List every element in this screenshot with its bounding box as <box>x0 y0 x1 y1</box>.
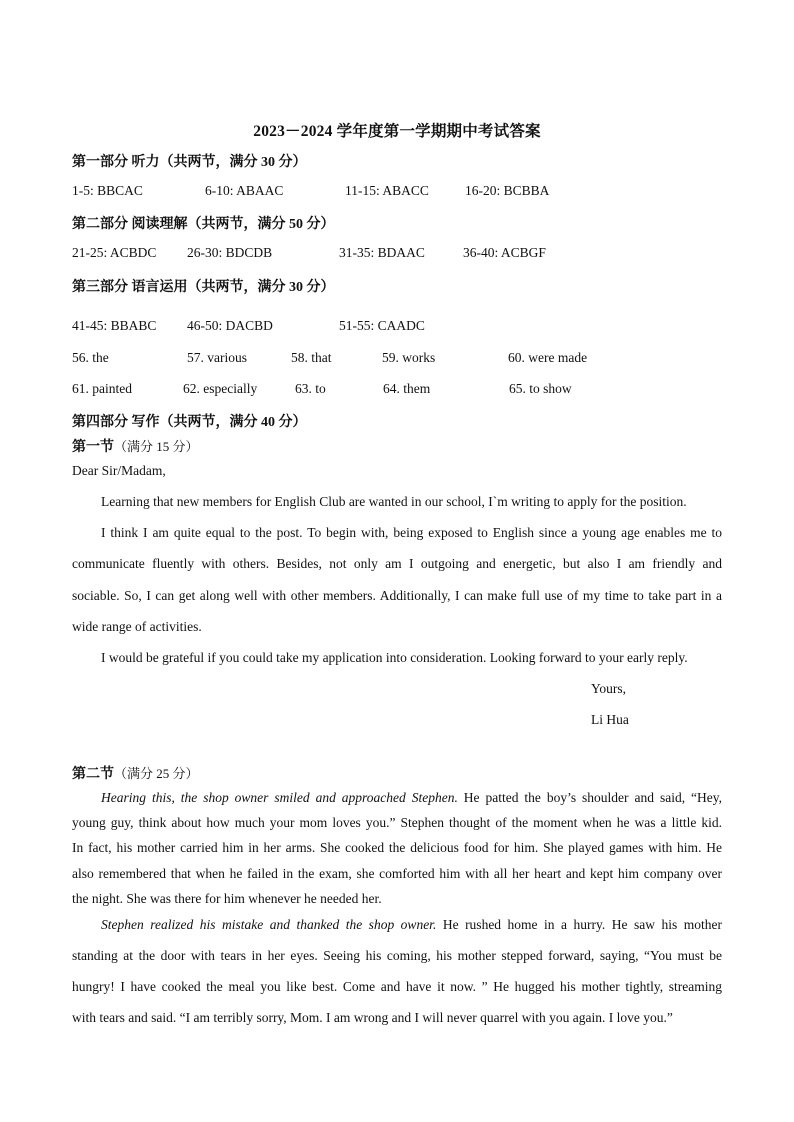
answer: 21-25: ACBDC <box>72 245 157 260</box>
answer: 59. works <box>382 350 436 365</box>
answer: 6-10: ABAAC <box>205 183 284 198</box>
answer: 46-50: DACBD <box>187 318 273 333</box>
letter-line: I would be grateful if you could take my application into consideration. Looking forward to your early reply. <box>101 650 688 665</box>
section2-heading <box>72 763 199 783</box>
story-italic-lead: Stephen realized his mistake and thanked the shop owner. <box>101 917 437 932</box>
letter-line: wide range of activities. <box>72 619 202 634</box>
letter-signature: Li Hua <box>591 712 629 727</box>
story-line: with tears and said. “I am terribly sorry, Mom. I am wrong and I will never quarrel with you again. I love you.” <box>72 1010 673 1025</box>
answer: 51-55: CAADC <box>339 318 425 333</box>
story-line <box>101 917 722 933</box>
story-line <box>101 790 722 806</box>
answer: 41-45: BBABC <box>72 318 157 333</box>
section2-score: （满分 25 分） <box>114 766 199 781</box>
story-line: also remembered that when he failed in the exam, she comforted him with all her heart and kept him company over <box>72 866 722 881</box>
story-line: the night. She was there for him whenever he needed her. <box>72 891 382 906</box>
answer: 61. painted <box>72 381 132 396</box>
answer: 56. the <box>72 350 109 365</box>
story-line: In fact, his mother carried him in her arms. She cooked the delicious food for him. She played games with him. He <box>72 840 722 855</box>
answer: 57. various <box>187 350 247 365</box>
answer: 62. especially <box>183 381 258 396</box>
answer: 1-5: BBCAC <box>72 183 143 198</box>
answer: 26-30: BDCDB <box>187 245 273 260</box>
answer: 65. to show <box>509 381 572 396</box>
letter-line: I think I am quite equal to the post. To begin with, being exposed to English since a young age enables me to <box>101 525 722 540</box>
page-title: 2023－2024 学年度第一学期期中考试答案 <box>253 123 541 140</box>
answer: 16-20: BCBBA <box>465 183 550 198</box>
answer: 31-35: BDAAC <box>339 245 425 260</box>
letter-line: communicate fluently with others. Besides, not only am I outgoing and energetic, but also I am friendly and <box>72 556 722 571</box>
section1-score: （满分 15 分） <box>114 439 199 454</box>
story-line: young guy, think about how much your mom loves you.” Stephen thought of the moment when he was a little kid. <box>72 815 722 830</box>
answer: 11-15: ABACC <box>345 183 429 198</box>
section2-label: 第二节 <box>72 767 114 782</box>
answer: 36-40: ACBGF <box>463 245 546 260</box>
part3-heading: 第三部分 语言运用（共两节，满分 30 分） <box>72 280 335 295</box>
section1-label: 第一节 <box>72 440 114 455</box>
part4-heading: 第四部分 写作（共两节，满分 40 分） <box>72 415 307 430</box>
story-line: standing at the door with tears in her eyes. Seeing his coming, his mother stepped forward, saying, “You must be <box>72 948 722 963</box>
story-text: He patted the boy’s shoulder and said, “Hey, <box>457 790 722 805</box>
letter-line: sociable. So, I can get along well with other members. Additionally, I can make full use of my time to take part in a <box>72 588 722 603</box>
story-text: He rushed home in a hurry. He saw his mother <box>436 917 722 932</box>
answer: 60. were made <box>508 350 588 365</box>
part1-heading: 第一部分 听力（共两节，满分 30 分） <box>72 155 307 170</box>
story-italic-lead: Hearing this, the shop owner smiled and approached Stephen. <box>101 790 458 805</box>
story-line: hungry! I have cooked the meal you like best. Come and have it now. ” He hugged his mother tightly, streaming <box>72 979 722 994</box>
answer: 64. them <box>383 381 431 396</box>
part2-heading: 第二部分 阅读理解（共两节，满分 50 分） <box>72 217 335 232</box>
answer: 63. to <box>295 381 326 396</box>
letter-closing: Yours, <box>591 681 627 696</box>
section1-heading <box>72 436 199 456</box>
letter-line: Learning that new members for English Club are wanted in our school, I`m writing to apply for the position. <box>101 494 687 509</box>
letter-greeting: Dear Sir/Madam, <box>72 463 166 478</box>
answer: 58. that <box>291 350 332 365</box>
